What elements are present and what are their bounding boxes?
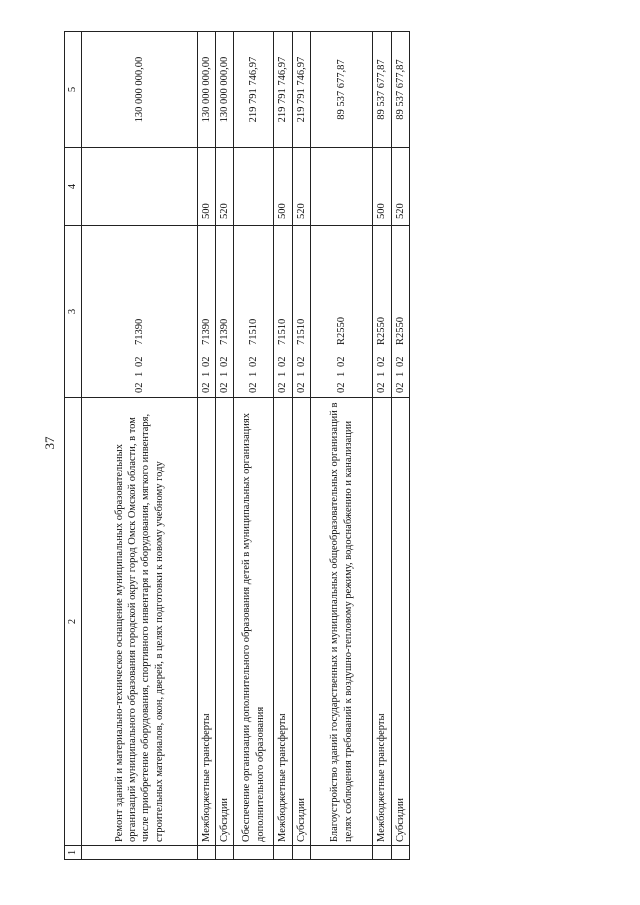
code-part-3: 02 (394, 356, 406, 367)
row-expense-type (311, 148, 373, 226)
row-number-cell (311, 846, 373, 860)
row-amount: 89 537 677,87 (373, 32, 391, 148)
code-part-1: 02 (376, 382, 388, 393)
table-row (82, 32, 198, 860)
code-part-4: R2550 (376, 316, 388, 345)
table-row (391, 32, 409, 860)
row-expense-type: 520 (391, 148, 409, 226)
row-code (216, 226, 234, 398)
row-number-cell (234, 846, 274, 860)
code-part-2: 1 (218, 371, 230, 377)
code-part-2: 1 (277, 371, 289, 377)
code-part-3: 02 (133, 356, 145, 367)
code-part-4: R2550 (335, 316, 347, 345)
code-part-4: 71390 (200, 318, 212, 345)
table-row (311, 32, 373, 860)
code-part-3: 02 (218, 356, 230, 367)
code-part-4: 71390 (133, 318, 145, 345)
table-row (216, 32, 234, 860)
row-code (391, 226, 409, 398)
code-part-4: 71510 (248, 318, 260, 345)
column-header-3: 3 (65, 226, 82, 398)
row-code (82, 226, 198, 398)
row-code (234, 226, 274, 398)
row-name: Межбюджетные трансферты (197, 398, 215, 846)
code-part-1: 02 (248, 382, 260, 393)
code-part-1: 02 (394, 382, 406, 393)
table-row (197, 32, 215, 860)
rotated-table-area (64, 32, 410, 860)
table-container (64, 32, 410, 860)
row-expense-type: 500 (373, 148, 391, 226)
row-amount: 219 791 746,97 (274, 32, 292, 148)
table-row (292, 32, 310, 860)
column-header-5: 5 (65, 32, 82, 148)
row-code (311, 226, 373, 398)
row-number-cell (373, 846, 391, 860)
row-amount: 130 000 000,00 (82, 32, 198, 148)
row-amount: 130 000 000,00 (216, 32, 234, 148)
code-part-4: 71510 (277, 318, 289, 345)
row-number-cell (216, 846, 234, 860)
code-part-4: R2550 (394, 316, 406, 345)
column-header-1: 1 (65, 846, 82, 860)
row-name: Субсидии (391, 398, 409, 846)
row-code (292, 226, 310, 398)
code-part-1: 02 (200, 382, 212, 393)
code-part-1: 02 (133, 382, 145, 393)
row-expense-type: 520 (292, 148, 310, 226)
code-part-1: 02 (295, 382, 307, 393)
code-part-3: 02 (248, 356, 260, 367)
code-part-3: 02 (295, 356, 307, 367)
code-part-1: 02 (277, 382, 289, 393)
row-name: Субсидии (292, 398, 310, 846)
column-header-2: 2 (65, 398, 82, 846)
code-part-2: 1 (248, 371, 260, 377)
table-row (274, 32, 292, 860)
column-header-4: 4 (65, 148, 82, 226)
row-code (373, 226, 391, 398)
code-part-2: 1 (376, 371, 388, 377)
page-number: 37 (42, 436, 57, 450)
header-row (65, 32, 82, 860)
row-number-cell (82, 846, 198, 860)
row-name: Благоустройство зданий государственных и муниципальных общеобразовательных организаций в целях соблюдения требований к воздушно-тепловому режиму, водоснабжению и канализации (311, 398, 373, 846)
row-name: Межбюджетные трансферты (373, 398, 391, 846)
row-expense-type: 520 (216, 148, 234, 226)
code-part-1: 02 (218, 382, 230, 393)
row-number-cell (391, 846, 409, 860)
row-expense-type (234, 148, 274, 226)
row-name: Межбюджетные трансферты (274, 398, 292, 846)
row-code (197, 226, 215, 398)
code-part-4: 71390 (218, 318, 230, 345)
row-amount: 130 000 000,00 (197, 32, 215, 148)
code-part-2: 1 (295, 371, 307, 377)
row-amount: 219 791 746,97 (234, 32, 274, 148)
row-name: Ремонт зданий и материально-техническое оснащение муниципальных образовательных организаций муниципального образования городской округ город Омск Омской области, в том числе приобретение оборудования, спортивного инвентаря и оборудования, мягкого инвентаря, строительных материалов, окон, дверей, в целях подготовки к новому учебному году (82, 398, 198, 846)
row-code (274, 226, 292, 398)
code-part-2: 1 (335, 371, 347, 377)
row-expense-type: 500 (274, 148, 292, 226)
code-part-2: 1 (394, 371, 406, 377)
code-part-3: 02 (335, 356, 347, 367)
row-amount: 89 537 677,87 (311, 32, 373, 148)
row-expense-type (82, 148, 198, 226)
code-part-4: 71510 (295, 318, 307, 345)
row-number-cell (197, 846, 215, 860)
row-amount: 89 537 677,87 (391, 32, 409, 148)
code-part-2: 1 (200, 371, 212, 377)
code-part-3: 02 (376, 356, 388, 367)
row-name: Обеспечение организации дополнительного образования детей в муниципальных организациях дополнительного образования (234, 398, 274, 846)
code-part-2: 1 (133, 371, 145, 377)
code-part-3: 02 (277, 356, 289, 367)
budget-table (64, 31, 410, 860)
table-row (234, 32, 274, 860)
row-name: Субсидии (216, 398, 234, 846)
code-part-3: 02 (200, 356, 212, 367)
row-number-cell (274, 846, 292, 860)
row-number-cell (292, 846, 310, 860)
row-amount: 219 791 746,97 (292, 32, 310, 148)
code-part-1: 02 (335, 382, 347, 393)
table-row (373, 32, 391, 860)
row-expense-type: 500 (197, 148, 215, 226)
